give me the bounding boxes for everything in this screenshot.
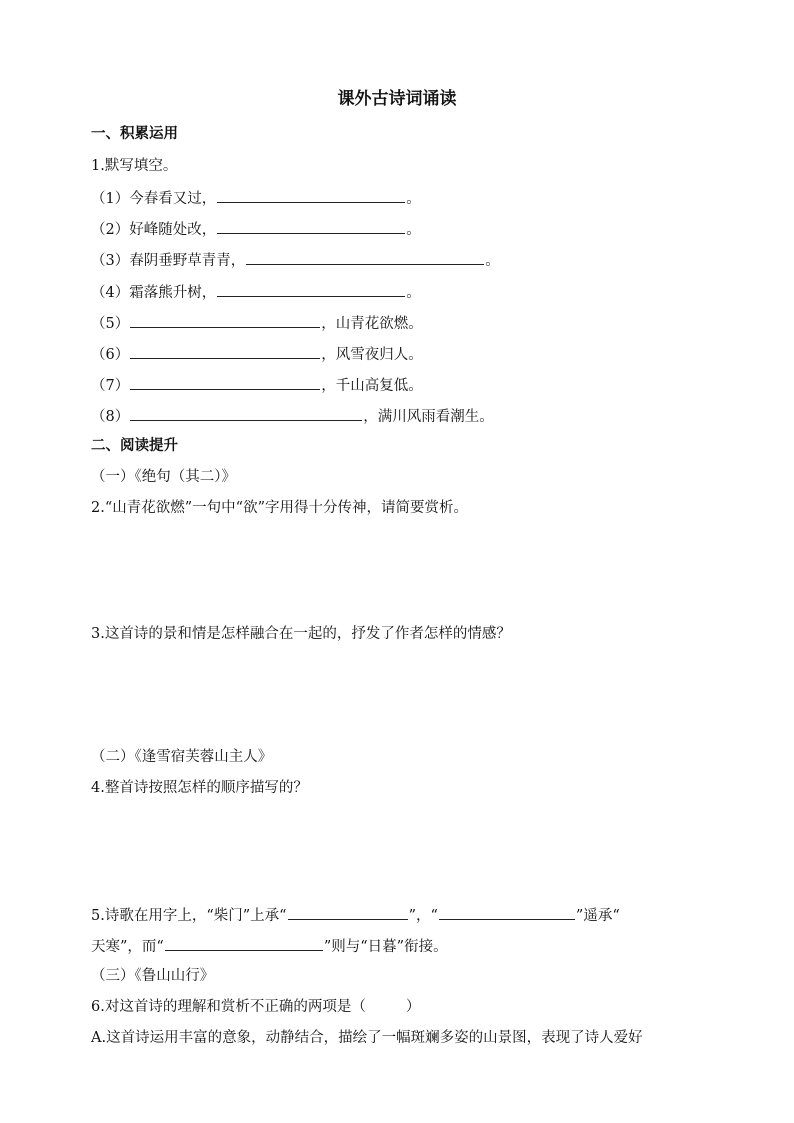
q5-text-e: ”则与“日暮”衔接。 — [323, 939, 448, 955]
answer-blank[interactable] — [217, 218, 405, 234]
fill-item-5 — [91, 312, 423, 334]
fill-item-4 — [91, 281, 421, 303]
option-a[interactable]: A.这首诗运用丰富的意象，动静结合，描绘了一幅斑斓多姿的山景图，表现了诗人爱好 — [91, 1030, 643, 1046]
q6-stem-text: 6.对这首诗的理解和赏析不正确的两项是（ — [91, 999, 366, 1015]
item-suffix: 。 — [406, 285, 421, 301]
item-suffix: 。 — [406, 191, 421, 207]
item-number: （5） — [91, 316, 130, 332]
fill-item-6 — [91, 343, 423, 365]
poem-heading-1: （一）《绝句（其二）》 — [91, 469, 236, 485]
answer-blank[interactable] — [130, 343, 320, 359]
item-number: （3） — [91, 253, 130, 269]
item-suffix: ，千山高复低。 — [321, 378, 423, 394]
item-suffix: ，山青花欲燃。 — [321, 316, 423, 332]
item-number: （6） — [91, 347, 130, 363]
answer-blank[interactable] — [217, 187, 405, 203]
item-number: （2） — [91, 222, 130, 238]
section-heading-reading: 二、阅读提升 — [91, 437, 178, 454]
question-6-stem — [91, 997, 420, 1017]
item-number: （1） — [91, 191, 130, 207]
q5-text-c: ”遥承“ — [575, 908, 620, 924]
question-1-stem: 1.默写填空。 — [91, 158, 178, 174]
answer-blank[interactable] — [130, 405, 362, 421]
answer-blank[interactable] — [246, 249, 484, 265]
item-prefix: 今春看又过， — [129, 191, 217, 207]
item-suffix: ，风雪夜归人。 — [321, 347, 423, 363]
fill-item-1 — [91, 187, 421, 209]
answer-blank[interactable] — [130, 312, 320, 328]
item-number: （7） — [91, 378, 130, 394]
item-suffix: 。 — [485, 253, 500, 269]
question-5-line-2 — [91, 935, 448, 957]
answer-blank[interactable] — [439, 904, 575, 920]
poem-heading-3: （三）《鲁山山行》 — [91, 968, 215, 984]
answer-blank[interactable] — [165, 935, 323, 951]
item-prefix: 好峰随处改， — [129, 222, 217, 238]
fill-item-7 — [91, 374, 423, 396]
item-suffix: ，满川风雨看潮生。 — [363, 409, 494, 425]
question-4: 4.整首诗按照怎样的顺序描写的？ — [91, 780, 308, 796]
fill-item-2 — [91, 218, 421, 240]
item-number: （4） — [91, 285, 130, 301]
fill-item-3 — [91, 249, 500, 271]
item-prefix: 霜落熊升树， — [129, 285, 217, 301]
poem-heading-2: （二）《逢雪宿芙蓉山主人》 — [91, 749, 273, 765]
answer-blank[interactable] — [288, 904, 408, 920]
question-2: 2.“山青花欲燃”一句中“欲”字用得十分传神，请简要赏析。 — [91, 500, 468, 516]
q5-text-b: ”，“ — [408, 908, 438, 924]
q5-text-a: 5.诗歌在用字上，“柴门”上承“ — [91, 908, 287, 924]
question-3: 3.这首诗的景和情是怎样融合在一起的，抒发了作者怎样的情感？ — [91, 626, 511, 642]
item-suffix: 。 — [406, 222, 421, 238]
item-prefix: 春阴垂野草青青， — [129, 253, 246, 269]
section-heading-accumulate: 一、积累运用 — [91, 125, 178, 142]
q5-text-d: 天寒”，而“ — [91, 939, 164, 955]
answer-blank[interactable] — [217, 281, 405, 297]
fill-item-8 — [91, 405, 494, 427]
item-number: （8） — [91, 409, 130, 425]
answer-blank[interactable] — [130, 374, 320, 390]
page-title: 课外古诗词诵读 — [337, 89, 457, 109]
q6-close-paren: ） — [405, 999, 421, 1015]
question-5-line-1 — [91, 904, 620, 926]
